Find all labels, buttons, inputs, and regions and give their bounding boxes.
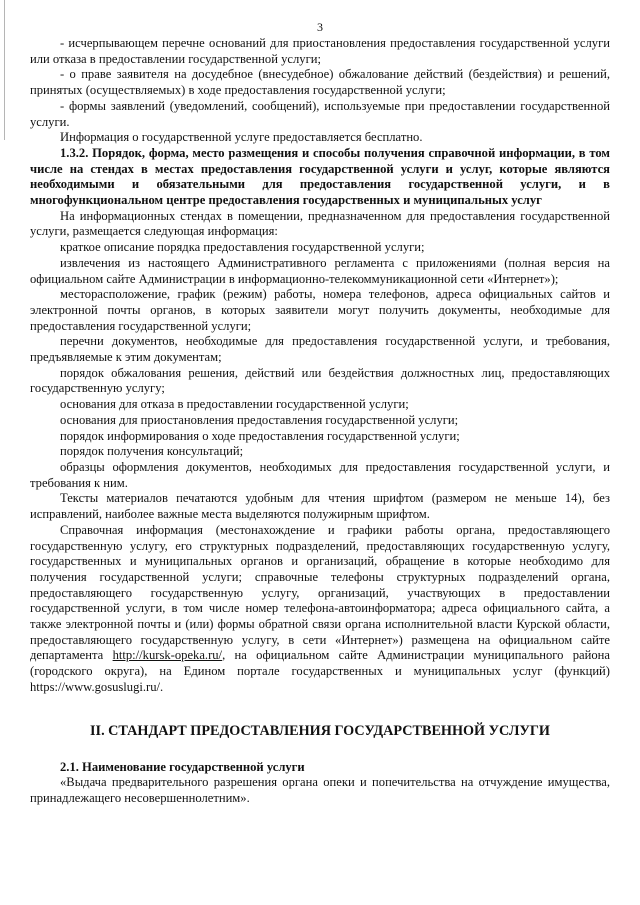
body-paragraph: порядок обжалования решения, действий или бездействия должностных лиц, предоставляющих государственную услугу; <box>30 365 610 396</box>
body-paragraph: На информационных стендах в помещении, предназначенном для предоставления государственной услуги, размещается следующая информация: <box>30 208 610 239</box>
subsection-heading: 2.1. Наименование государственной услуги <box>60 759 305 774</box>
body-paragraph: краткое описание порядка предоставления государственной услуги; <box>60 240 425 255</box>
body-paragraph: образцы оформления документов, необходимых для предоставления государственной услуги, и требования к ним. <box>30 459 610 490</box>
body-paragraph: месторасположение, график (режим) работы, номера телефонов, адреса официальных сайтов и электронной почты органов, в которых заявители могут получить документы, необходимые для предоставления государственной услуги; <box>30 287 610 333</box>
subsection-heading-paragraph: 1.3.2. Порядок, форма, место размещения и способы получения справочной информации, в том числе на стендах в местах предоставления государственной услуги и услуг, которые являются необходимыми и обязательными для предоставления государственной услуги, и в многофункциональном центре предоставления государственных и муниципальных услуг <box>30 145 610 208</box>
body-paragraph: - о праве заявителя на досудебное (внесудебное) обжалование действий (бездействия) и решений, принятых (осуществляемых) в ходе предоставления государственной услуги; <box>30 67 610 98</box>
body-paragraph: - формы заявлений (уведомлений, сообщений), используемые при предоставлении государственной услуги. <box>30 98 610 129</box>
document-body <box>30 36 610 807</box>
body-paragraph: порядок информирования о ходе предоставления государственной услуги; <box>60 428 460 443</box>
page-number: 3 <box>317 20 323 34</box>
body-paragraph: - исчерпывающем перечне оснований для приостановления предоставления государственной услуги или отказа в предоставлении государственной услуги; <box>30 36 610 66</box>
reference-info-paragraph <box>30 523 610 696</box>
reference-text-after: , на официальном сайте Администрации муниципального района (городского округа), на Едином портале государственных и муниципальных услуг (функций) https://www.gosuslugi.ru/. <box>30 648 610 694</box>
section-heading: II. СТАНДАРТ ПРЕДОСТАВЛЕНИЯ ГОСУДАРСТВЕННОЙ УСЛУГИ <box>90 722 550 739</box>
body-paragraph: основания для отказа в предоставлении государственной услуги; <box>60 397 409 412</box>
paragraph-list <box>30 36 610 523</box>
body-paragraph: Информация о государственной услуге предоставляется бесплатно. <box>60 130 423 145</box>
body-paragraph: перечни документов, необходимые для предоставления государственной услуги, и требования, предъявляемые к этим документам; <box>30 334 610 365</box>
service-name-paragraph: «Выдача предварительного разрешения органа опеки и попечительства на отчуждение имущества, принадлежащего несовершеннолетним». <box>30 775 610 805</box>
department-site-link[interactable]: http://kursk-opeka.ru/ <box>112 648 223 663</box>
body-paragraph: Тексты материалов печатаются удобным для чтения шрифтом (размером не меньше 14), без исправлений, наиболее важные места выделяются полужирным шрифтом. <box>30 491 610 522</box>
body-paragraph: основания для приостановления предоставления государственной услуги; <box>60 412 459 427</box>
reference-text-before: Справочная информация (местонахождение и графики работы органа, предоставляющего государственную услугу, его структурных подразделений, предоставляющих государственную услугу, государственных и муниципальных органов и организаций, обращение в которые необходимо для получения государственной услуги; справочные телефоны структурных подразделений органа, предоставляющего государственную услугу, организаций, участвующих в предоставлении государственной услуги, в том числе номер телефона-автоинформатора; адреса официального сайта, а также электронной почты и (или) формы обратной связи органа исполнительной власти Курской области, предоставляющего государственную услугу, в сети «Интернет») размещена на официальном сайте департамента <box>30 522 610 663</box>
body-paragraph: порядок получения консультаций; <box>60 444 244 459</box>
body-paragraph: извлечения из настоящего Административного регламента с приложениями (полная версия на официальном сайте Администрации в информационно-телекоммуникационной сети «Интернет»); <box>30 255 610 286</box>
